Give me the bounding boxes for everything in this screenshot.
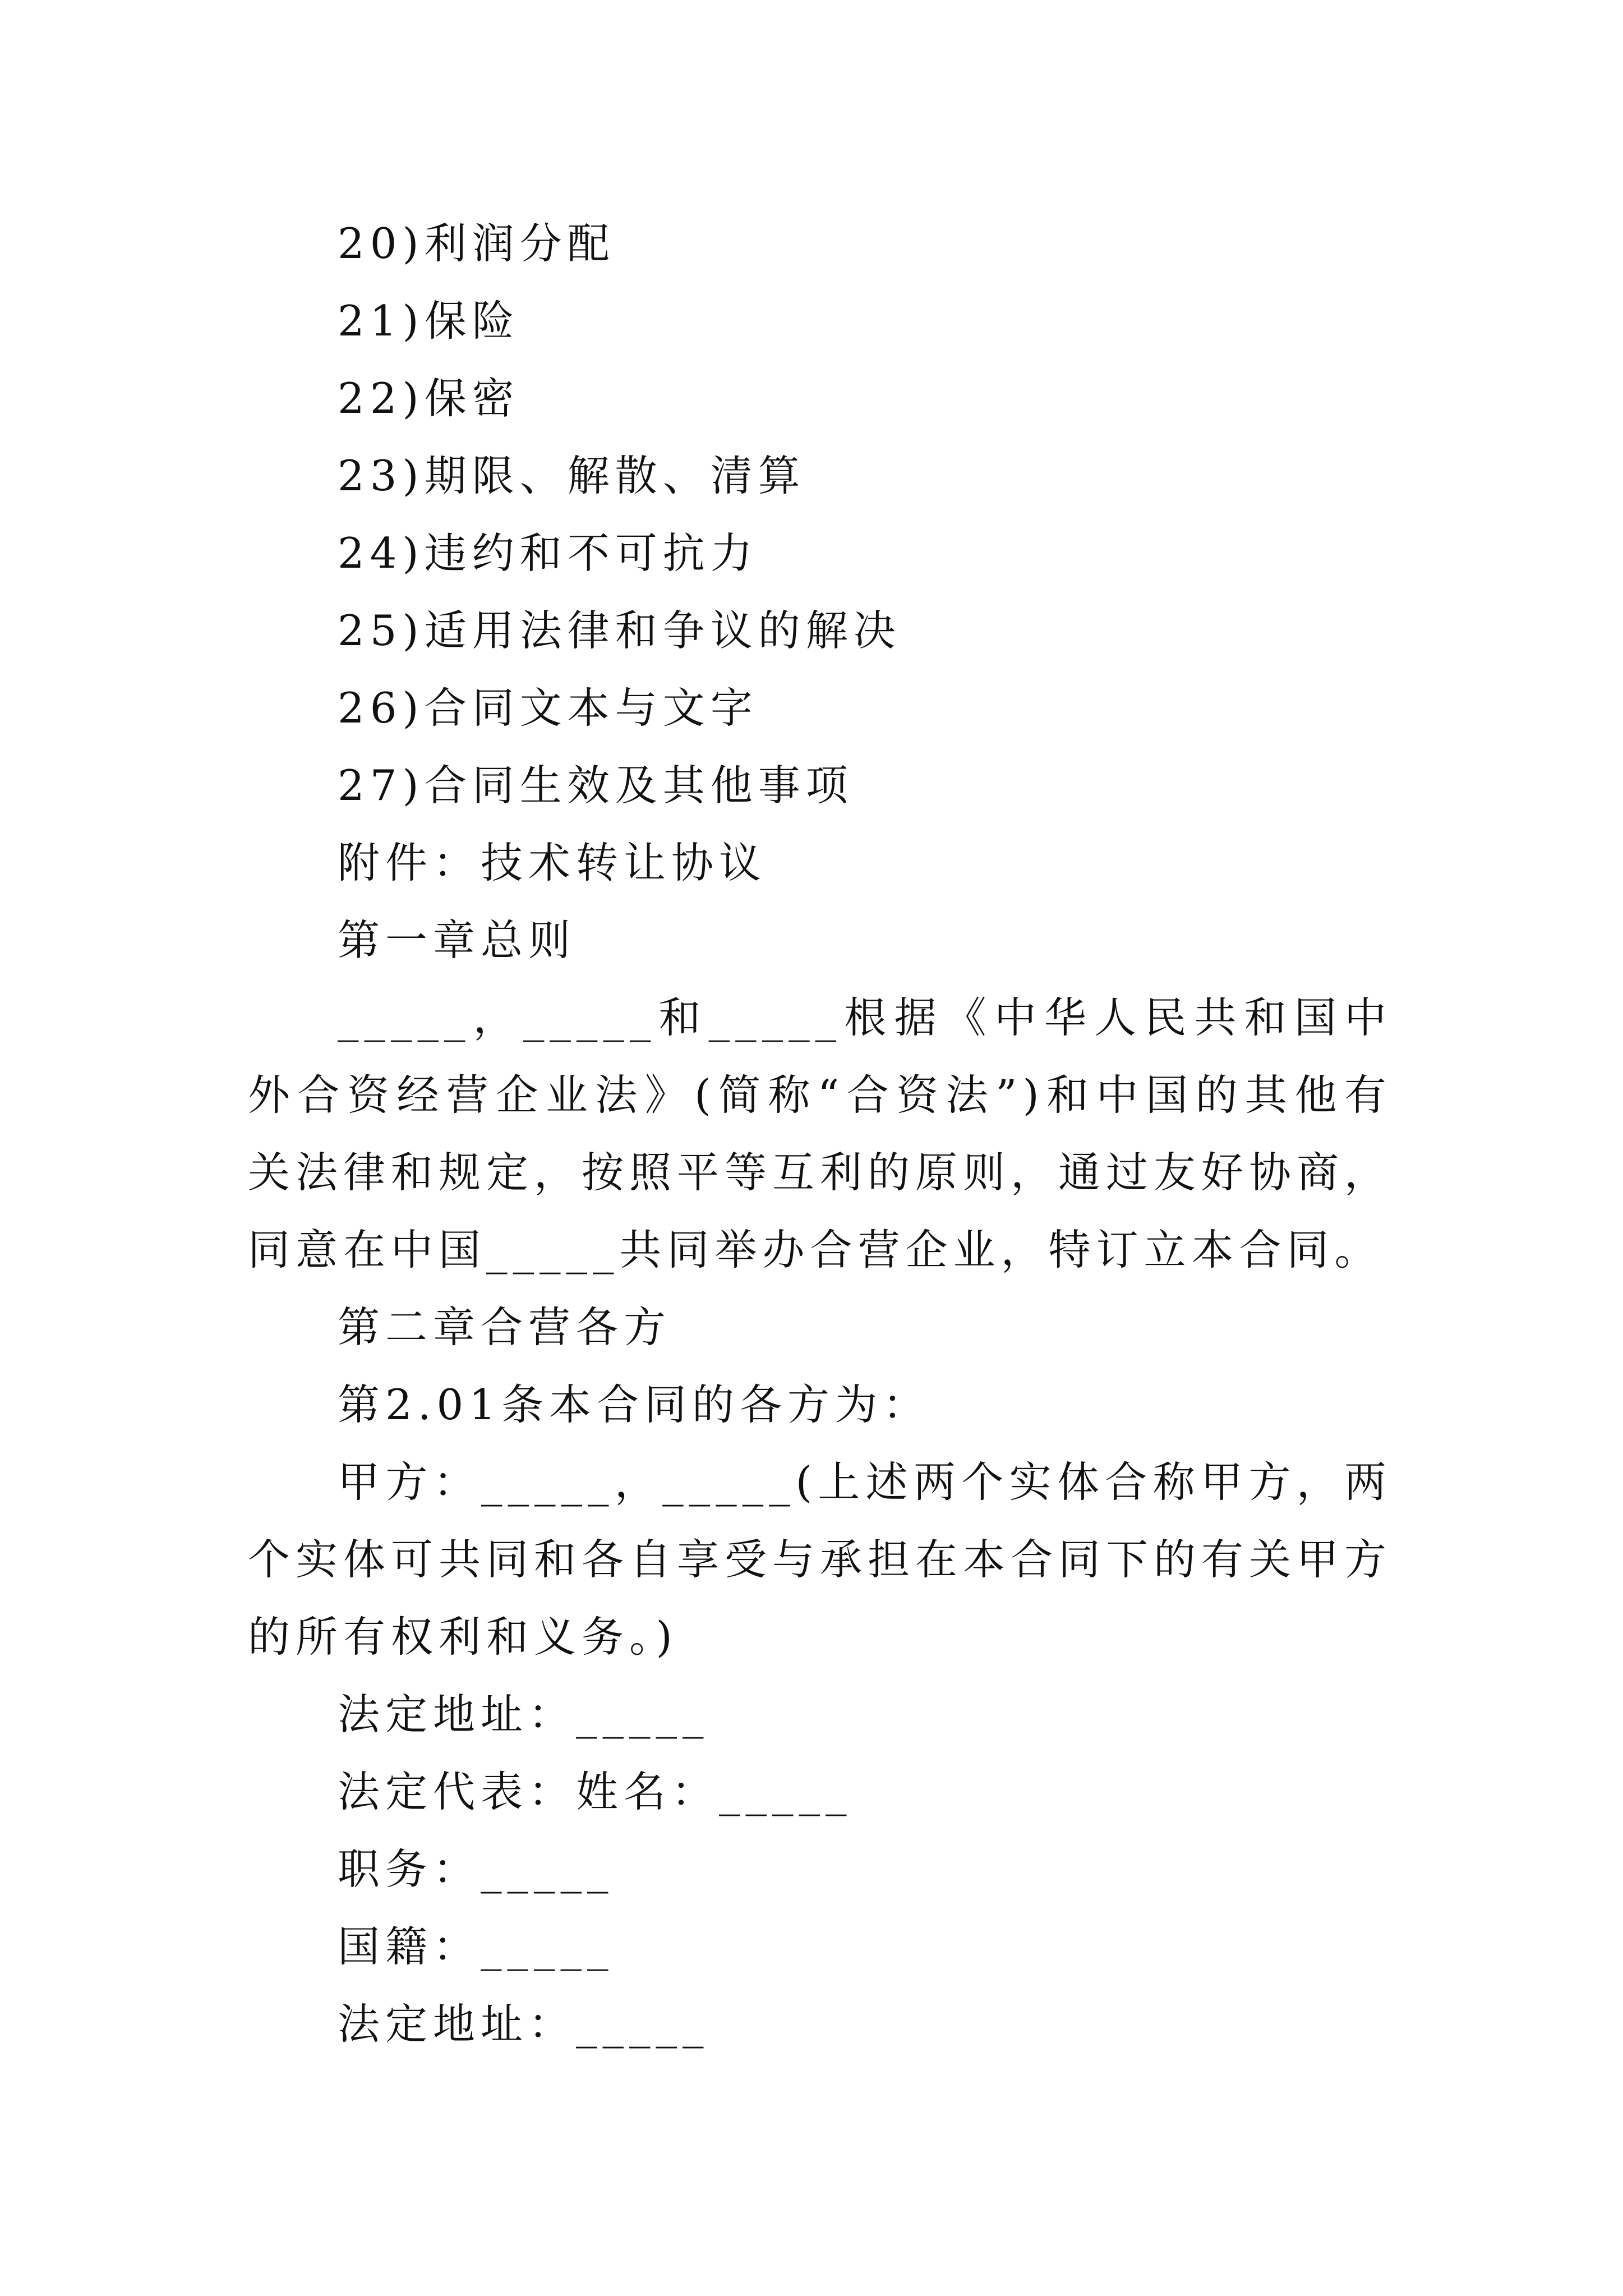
chapter-2-title: 第二章合营各方 xyxy=(338,1303,672,1352)
toc-item-23: 23)期限、解散、清算 xyxy=(338,451,806,500)
toc-item-22: 22)保密 xyxy=(338,374,520,423)
legal-representative-name-field: 法定代表：姓名：_____ xyxy=(338,1767,852,1816)
toc-item-25: 25)适用法律和争议的解决 xyxy=(338,606,901,655)
nationality-field: 国籍：_____ xyxy=(338,1922,614,1971)
toc-item-26: 26)合同文本与文字 xyxy=(338,683,758,733)
legal-address-field-2: 法定地址：_____ xyxy=(338,1999,709,2049)
toc-item-24: 24)违约和不可抗力 xyxy=(338,528,758,578)
party-a-paragraph: 甲方：_____，_____(上述两个实体合称甲方，两个实体可共同和各自享受与承担在本合同下的有关甲方的所有权利和义务。) xyxy=(248,1457,1393,1662)
chapter-1-title: 第一章总则 xyxy=(338,915,577,965)
toc-item-27: 27)合同生效及其他事项 xyxy=(338,761,854,810)
toc-item-20: 20)利润分配 xyxy=(338,219,615,268)
position-field: 职务：_____ xyxy=(338,1844,614,1894)
toc-item-21: 21)保险 xyxy=(338,296,520,346)
legal-address-field: 法定地址：_____ xyxy=(338,1690,709,1739)
chapter-1-paragraph: _____，_____和_____根据《中华人民共和国中外合资经营企业法》(简称“合资法”)和中国的其他有关法律和规定，按照平等互利的原则，通过友好协商，同意在中国_____共同举办合营企业，特订立本合同。 xyxy=(248,993,1393,1274)
attachment-line: 附件：技术转让协议 xyxy=(338,838,767,887)
article-2-01: 第2.01条本合同的各方为： xyxy=(338,1380,930,1429)
document-body xyxy=(248,205,1392,2063)
